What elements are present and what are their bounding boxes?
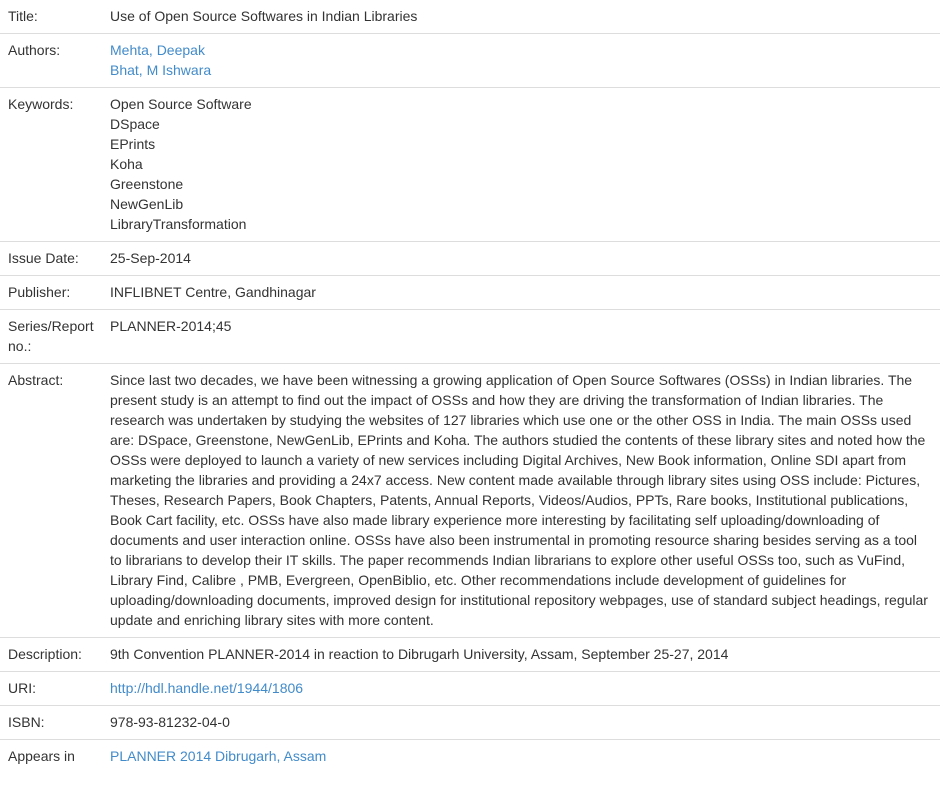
metadata-row-series [0, 310, 940, 364]
field-label: Abstract: [0, 364, 102, 638]
collection-link[interactable]: PLANNER 2014 Dibrugarh, Assam [110, 748, 327, 764]
field-label: URI: [0, 672, 102, 706]
field-label: Title: [8, 8, 38, 24]
description-value: 9th Convention PLANNER-2014 in reaction to Dibrugarh University, Assam, September 25-27, 2014 [102, 638, 940, 672]
field-label: Series/Report no.: [0, 310, 102, 364]
keyword: Open Source Software [110, 96, 252, 112]
metadata-row-publisher [0, 276, 940, 310]
keyword: EPrints [110, 136, 156, 152]
metadata-row-uri [0, 672, 940, 706]
field-label: Issue Date: [0, 242, 102, 276]
keyword: Greenstone [110, 176, 184, 192]
keyword: DSpace [110, 116, 160, 132]
uri-cell [102, 672, 940, 706]
isbn-value: 978-93-81232-04-0 [102, 706, 940, 740]
field-label: Authors: [0, 34, 102, 88]
author-link[interactable]: Bhat, M Ishwara [110, 62, 212, 78]
publisher-value: INFLIBNET Centre, Gandhinagar [102, 276, 940, 310]
abstract-value: Since last two decades, we have been witnessing a growing application of Open Source Softwares (OSSs) in Indian libraries. The present study is an attempt to find out the impact of OSSs and how they are driving the transformation of Indian libraries. The research was undertaken by studying the websites of 127 libraries which use one or the other OSS in India. The main OSSs used are: DSpace, Greenstone, NewGenLib, EPrints and Koha. The authors studied the contents of these library sites and noted how the OSSs were deployed to launch a variety of new services including Digital Archives, New Book information, Online SDI apart from marketing the libraries and providing a 24x7 access. New content made available through library sites using OSS include: Pictures, Theses, Research Papers, Book Chapters, Patents, Annual Reports, Videos/Audios, PPTs, Rare books, Institutional publications, Book Cart facility, etc. OSSs have also made library experience more interesting by facilitating self uploading/downloading of documents and user interaction online. OSSs have also been instrumental in promoting resource sharing besides serving as a tool to librarians to develop their IT skills. The paper recommends Indian librarians to explore other useful OSSs too, such as VuFind, Library Find, Calibre , PMB, Evergreen, OpenBiblio, etc. Other recommendations include development of guidelines for uploading/downloading documents, improved design for institutional repository webpages, use of standard subject headings, regular update and enriching library sites with more content. [102, 364, 940, 638]
metadata-row-description [0, 638, 940, 672]
field-label: Keywords: [0, 88, 102, 242]
metadata-row-title [0, 0, 940, 34]
field-label: ISBN: [0, 706, 102, 740]
metadata-row-keywords [0, 88, 940, 242]
metadata-row-isbn [0, 706, 940, 740]
field-label: Description: [0, 638, 102, 672]
series-value: PLANNER-2014;45 [102, 310, 940, 364]
metadata-row-authors [0, 34, 940, 88]
appears-in-cell [102, 740, 940, 774]
keyword: LibraryTransformation [110, 216, 247, 232]
keyword: NewGenLib [110, 196, 184, 212]
field-label: Appears in [0, 740, 102, 774]
keyword: Koha [110, 156, 143, 172]
metadata-row-appears-in [0, 740, 940, 774]
keywords-list [102, 88, 940, 242]
author-link[interactable]: Mehta, Deepak [110, 42, 205, 58]
metadata-row-abstract [0, 364, 940, 638]
uri-link[interactable]: http://hdl.handle.net/1944/1806 [110, 680, 304, 696]
title-value: Use of Open Source Softwares in Indian Libraries [110, 8, 418, 24]
authors-list [102, 34, 940, 88]
metadata-row-issue-date [0, 242, 940, 276]
issue-date-value: 25-Sep-2014 [102, 242, 940, 276]
field-label: Publisher: [0, 276, 102, 310]
